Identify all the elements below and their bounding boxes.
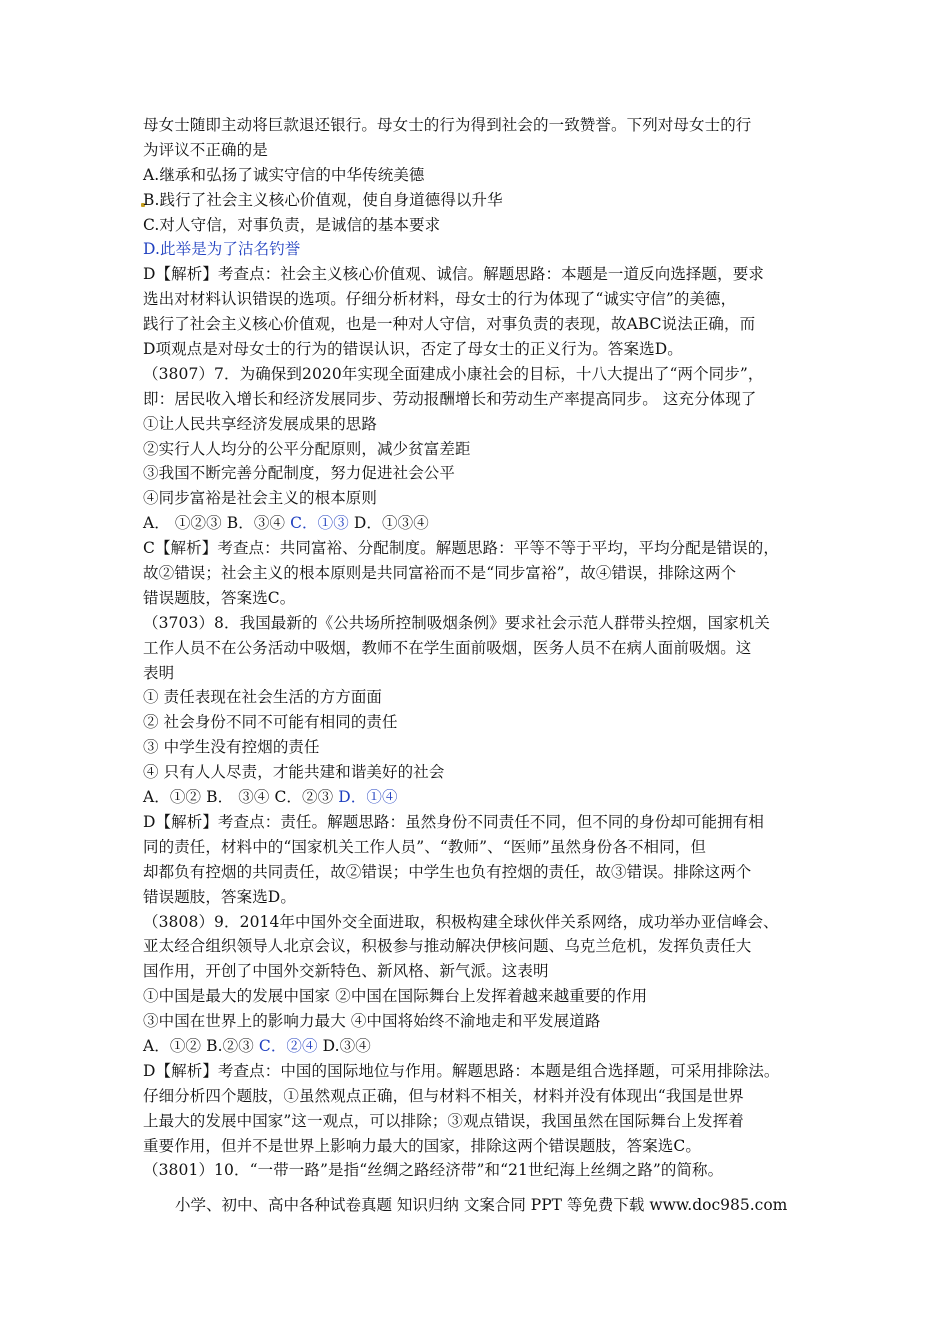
text-line <box>143 237 823 262</box>
text-line <box>143 1158 823 1183</box>
text-line <box>143 437 823 462</box>
text-line <box>143 810 823 835</box>
text-line <box>143 934 823 959</box>
line-text: ④ 只有人人尽责，才能共建和谐美好的社会 <box>143 763 445 782</box>
text-line <box>143 536 823 561</box>
text-line <box>143 1009 823 1034</box>
text-line <box>143 262 823 287</box>
text-line <box>143 387 823 412</box>
line-text: ③中国在世界上的影响力最大 ④中国将始终不渝地走和平发展道路 <box>143 1012 601 1031</box>
line-text: ③我国不断完善分配制度，努力促进社会公平 <box>143 464 456 483</box>
line-text: D【解析】考查点：责任。解题思路：虽然身份不同责任不同，但不同的身份却可能拥有相 <box>143 812 764 831</box>
line-text: D【解析】考查点：社会主义核心价值观、诚信。解题思路：本题是一道反向选择题，要求 <box>143 265 764 284</box>
text-line <box>143 760 823 785</box>
text-line <box>143 1084 823 1109</box>
line-text-after: D．①③④ <box>348 514 429 533</box>
document-body <box>143 113 823 1183</box>
line-text: （3703）8．我国最新的《公共场所控制吸烟条例》要求社会示范人群带头控烟，国家机关 <box>143 613 771 632</box>
line-text: C【解析】考查点：共同富裕、分配制度。解题思路：平等不等于平均，平均分配是错误的， <box>143 539 779 558</box>
text-line <box>143 113 823 138</box>
line-text: 母女士随即主动将巨款退还银行。母女士的行为得到社会的一致赞誉。下列对母女士的行 <box>143 116 752 134</box>
line-text: ② 社会身份不同不可能有相同的责任 <box>143 713 398 732</box>
line-text: B.践行了社会主义核心价值观，使自身道德得以升华 <box>143 190 503 209</box>
line-text: 错误题肢，答案选C。 <box>143 588 296 607</box>
text-line <box>143 461 823 486</box>
line-text: （3801）10．“一带一路”是指“丝绸之路经济带”和“21世纪海上丝绸之路”的简称。 <box>143 1161 724 1180</box>
line-text-after: D.③④ <box>317 1036 371 1055</box>
line-text: 亚太经合组织领导人北京会议，积极参与推动解决伊核问题、乌克兰危机，发挥负责任大 <box>143 937 752 956</box>
text-line <box>143 1059 823 1084</box>
text-line <box>143 1109 823 1134</box>
text-line <box>143 287 823 312</box>
text-line <box>143 486 823 511</box>
line-text: ③ 中学生没有控烟的责任 <box>143 738 320 757</box>
line-text: A．①② B.②③ <box>143 1036 259 1055</box>
line-text: D【解析】考查点：中国的国际地位与作用。解题思路：本题是组合选择题，可采用排除法。 <box>143 1061 780 1080</box>
line-text: 同的责任，材料中的“国家机关工作人员”、“教师”、“医师”虽然身份各不相同，但 <box>143 837 706 856</box>
line-text: 为评议不正确的是 <box>143 140 268 159</box>
line-text: （3807）7．为确保到2020年实现全面建成小康社会的目标，十八大提出了“两个同步”， <box>143 364 764 383</box>
line-text: ④同步富裕是社会主义的根本原则 <box>143 489 378 508</box>
line-text: 上最大的发展中国家”这一观点，可以排除；③观点错误，我国虽然在国际舞台上发挥着 <box>143 1111 744 1130</box>
line-text: 表明 <box>143 663 175 682</box>
text-line <box>143 163 823 188</box>
answer-option-highlight: D．①④ <box>338 788 398 807</box>
text-line <box>143 138 823 163</box>
text-line <box>143 586 823 611</box>
line-text: ①中国是最大的发展中国家 ②中国在国际舞台上发挥着越来越重要的作用 <box>143 987 648 1006</box>
line-text: A．①② B． ③④ C．②③ <box>143 788 339 807</box>
line-text: ① 责任表现在社会生活的方方面面 <box>143 688 383 707</box>
text-line <box>143 611 823 636</box>
text-line <box>143 636 823 661</box>
text-line <box>143 959 823 984</box>
answer-option-highlight: C．②④ <box>258 1036 318 1055</box>
line-text: 错误题肢，答案选D。 <box>143 887 296 906</box>
line-text: 即：居民收入增长和经济发展同步、劳动报酬增长和劳动生产率提高同步。 这充分体现了 <box>143 389 757 408</box>
text-line <box>143 685 823 710</box>
text-line <box>143 337 823 362</box>
text-line <box>143 561 823 586</box>
text-line <box>143 710 823 735</box>
line-text: ①让人民共享经济发展成果的思路 <box>143 414 378 433</box>
text-line <box>143 735 823 760</box>
line-text: C.对人守信，对事负责，是诚信的基本要求 <box>143 215 441 234</box>
text-line <box>143 362 823 387</box>
text-line <box>143 860 823 885</box>
line-text: 仔细分析四个题肢，①虽然观点正确，但与材料不相关，材料并没有体现出“我国是世界 <box>143 1086 744 1105</box>
line-text: （3808）9．2014年中国外交全面进取，积极构建全球伙伴关系网络，成功举办亚信峰会、 <box>143 912 779 931</box>
text-line <box>143 213 823 238</box>
line-text: ②实行人人均分的公平分配原则，减少贫富差距 <box>143 439 471 458</box>
line-text: 国作用，开创了中国外交新特色、新风格、新气派。这表明 <box>143 962 549 981</box>
line-text: D.此举是为了沽名钓誉 <box>143 240 301 259</box>
line-text: 选出对材料认识错误的选项。仔细分析材料，母女士的行为体现了“诚实守信”的美德， <box>143 290 737 309</box>
line-text: 却都负有控烟的共同责任，故②错误；中学生也负有控烟的责任，故③错误。排除这两个 <box>143 862 752 881</box>
text-line <box>143 910 823 935</box>
line-text: A． ①②③ B．③④ <box>143 514 291 533</box>
line-text: 故②错误；社会主义的根本原则是共同富裕而不是“同步富裕”，故④错误，排除这两个 <box>143 564 737 583</box>
text-line <box>143 511 823 536</box>
line-text: 重要作用，但并不是世界上影响力最大的国家，排除这两个错误题肢，答案选C。 <box>143 1136 701 1155</box>
answer-option-highlight: C．①③ <box>290 514 349 533</box>
line-text: 工作人员不在公务活动中吸烟，教师不在学生面前吸烟，医务人员不在病人面前吸烟。这 <box>143 638 752 657</box>
line-text: D项观点是对母女士的行为的错误认识，否定了母女士的正义行为。答案选D。 <box>143 340 683 359</box>
text-line <box>143 412 823 437</box>
text-line <box>143 1134 823 1159</box>
text-line <box>143 312 823 337</box>
text-line <box>143 984 823 1009</box>
line-text: A.继承和弘扬了诚实守信的中华传统美德 <box>143 165 425 184</box>
text-line <box>143 885 823 910</box>
text-line <box>143 188 823 213</box>
text-line <box>143 1034 823 1059</box>
line-text: 践行了社会主义核心价值观，也是一种对人守信，对事负责的表现，故ABC说法正确，而 <box>143 315 756 334</box>
text-line <box>143 661 823 686</box>
text-line <box>143 785 823 810</box>
page-footer: 小学、初中、高中各种试卷真题 知识归纳 文案合同 PPT 等免费下载 www.doc985.com <box>175 1196 788 1214</box>
text-line <box>143 835 823 860</box>
